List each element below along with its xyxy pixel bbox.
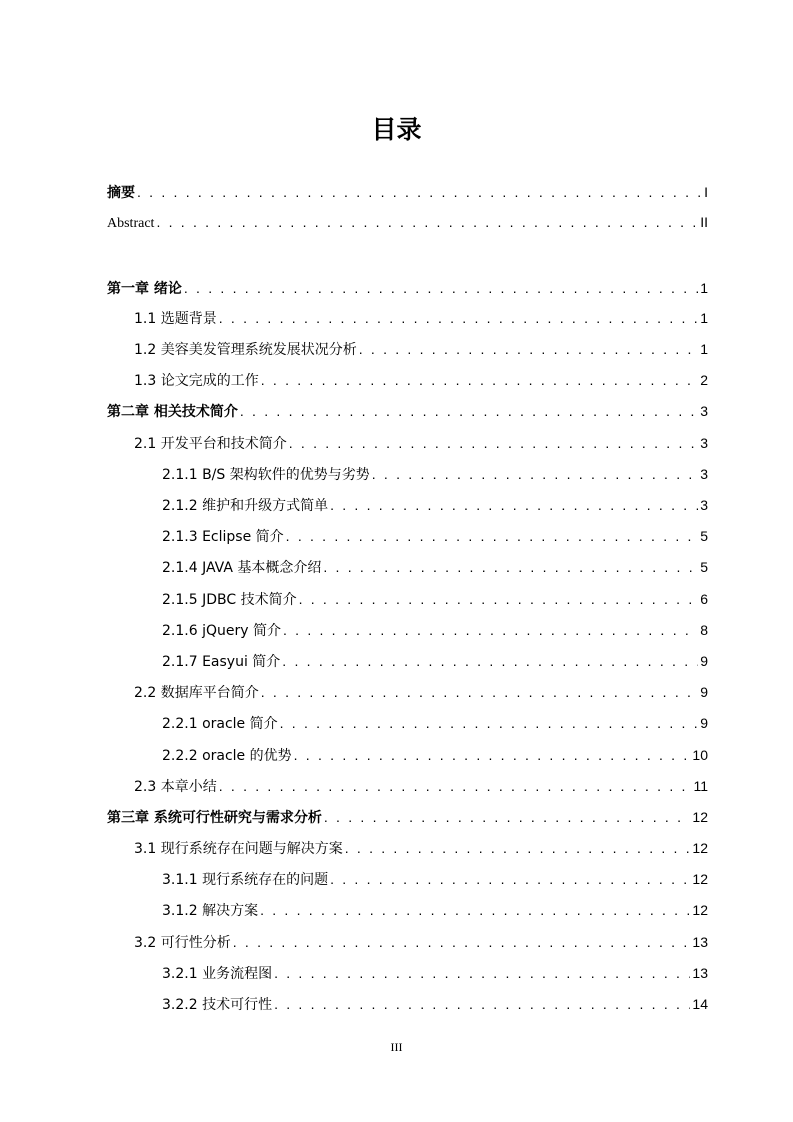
toc-dot-leader <box>324 809 691 825</box>
toc-entry[interactable] <box>107 807 708 829</box>
toc-entry[interactable] <box>162 495 708 517</box>
toc-dot-leader <box>330 871 690 887</box>
toc-entry-label: 3.1.2 解决方案 <box>162 903 259 919</box>
toc-entry-page: 8 <box>700 622 708 638</box>
toc-entry-page: 3 <box>700 497 708 513</box>
toc-dot-leader <box>260 902 690 918</box>
toc-entry[interactable] <box>162 620 708 642</box>
toc-dot-leader <box>359 341 698 357</box>
page-number-footer: III <box>390 1040 403 1054</box>
toc-dot-leader <box>323 559 698 575</box>
toc-entry-page: 9 <box>700 715 708 731</box>
toc-entry-label: 2.1.5 JDBC 技术简介 <box>162 592 297 608</box>
toc-entry-label: 3.2.1 业务流程图 <box>162 966 273 982</box>
toc-entry[interactable] <box>162 994 708 1016</box>
toc-entry-page: 11 <box>693 778 708 794</box>
toc-dot-leader <box>240 403 698 419</box>
toc-entry[interactable] <box>134 308 708 330</box>
toc-entry-page: 12 <box>692 871 708 887</box>
toc-dot-leader <box>261 372 698 388</box>
toc-entry-label: 2.1.4 JAVA 基本概念介绍 <box>162 560 322 576</box>
toc-entry[interactable] <box>162 900 708 922</box>
toc-dot-leader <box>330 497 698 513</box>
toc-entry-label: 2.1 开发平台和技术简介 <box>134 436 287 452</box>
toc-entry[interactable] <box>162 526 708 548</box>
toc-entry-label: 1.2 美容美发管理系统发展状况分析 <box>134 342 357 358</box>
page-title: 目录 <box>371 115 422 144</box>
toc-entry-page: 3 <box>700 466 708 482</box>
toc-dot-leader <box>280 715 699 731</box>
toc-entry[interactable] <box>134 370 708 392</box>
toc-dot-leader <box>219 778 692 794</box>
toc-entry[interactable] <box>162 713 708 735</box>
toc-dot-leader <box>289 435 698 451</box>
toc-entry-page: 1 <box>700 310 708 326</box>
toc-entry[interactable] <box>107 278 708 300</box>
toc-dot-leader <box>261 684 698 700</box>
toc-entry-label: 第二章 相关技术简介 <box>107 404 238 420</box>
toc-dot-leader <box>219 310 698 326</box>
toc-entry-page: 5 <box>700 528 708 544</box>
toc-entry-page: 6 <box>700 591 708 607</box>
toc-entry-page: 10 <box>692 747 708 763</box>
toc-entry-label: 3.1.1 现行系统存在的问题 <box>162 872 329 888</box>
toc-entry-page: 5 <box>700 559 708 575</box>
toc-entry[interactable] <box>162 589 708 611</box>
toc-entry-page: 12 <box>692 809 708 825</box>
toc-entry[interactable] <box>162 963 708 985</box>
toc-entry-label: 3.1 现行系统存在问题与解决方案 <box>134 841 343 857</box>
toc-entry[interactable] <box>107 182 708 204</box>
toc-entry[interactable] <box>162 745 708 767</box>
toc-dot-leader <box>184 280 698 296</box>
toc-dot-leader <box>299 591 699 607</box>
toc-entry-label: 1.3 论文完成的工作 <box>134 373 259 389</box>
toc-entry-page: 14 <box>692 996 708 1012</box>
toc-entry-label: 2.2.1 oracle 简介 <box>162 716 278 732</box>
toc-entry[interactable] <box>162 869 708 891</box>
toc-entry[interactable] <box>162 464 708 486</box>
toc-entry-label: 3.2 可行性分析 <box>134 935 231 951</box>
toc-entry-label: 2.2 数据库平台简介 <box>134 685 259 701</box>
toc-entry-page: I <box>704 184 708 200</box>
toc-entry-page: 13 <box>692 934 708 950</box>
toc-entry-page: 2 <box>700 372 708 388</box>
toc-dot-leader <box>345 840 691 856</box>
toc-entry[interactable] <box>107 214 708 236</box>
toc-entry-page: 1 <box>700 341 708 357</box>
toc-dot-leader <box>156 214 698 230</box>
toc-dot-leader <box>372 466 698 482</box>
toc-entry-page: 9 <box>700 653 708 669</box>
toc-entry-label: 摘要 <box>107 185 135 201</box>
toc-entry-page: 12 <box>692 840 708 856</box>
toc-entry[interactable] <box>134 838 708 860</box>
toc-entry[interactable] <box>134 339 708 361</box>
toc-entry[interactable] <box>134 776 708 798</box>
toc-entry[interactable] <box>134 682 708 704</box>
toc-entry-page: 1 <box>700 280 708 296</box>
toc-dot-leader <box>286 528 699 544</box>
toc-entry-label: 2.2.2 oracle 的优势 <box>162 748 292 764</box>
toc-entry-label: 第三章 系统可行性研究与需求分析 <box>107 810 322 826</box>
toc-entry-page: 3 <box>700 403 708 419</box>
toc-entry-label: 2.1.6 jQuery 简介 <box>162 623 281 639</box>
toc-entry-label: 第一章 绪论 <box>107 281 182 297</box>
toc-dot-leader <box>137 184 702 200</box>
toc-entry-page: II <box>700 214 708 230</box>
toc-entry[interactable] <box>162 651 708 673</box>
toc-entry[interactable] <box>134 433 708 455</box>
toc-entry-label: Abstract <box>107 216 155 231</box>
toc-entry-page: 12 <box>692 902 708 918</box>
toc-entry-label: 1.1 选题背景 <box>134 311 217 327</box>
toc-entry-page: 9 <box>700 684 708 700</box>
toc-dot-leader <box>294 747 691 763</box>
toc-entry[interactable] <box>107 401 708 423</box>
toc-dot-leader <box>274 996 690 1012</box>
toc-dot-leader <box>283 622 698 638</box>
toc-entry-label: 3.2.2 技术可行性 <box>162 997 273 1013</box>
toc-entry-label: 2.1.2 维护和升级方式简单 <box>162 498 329 514</box>
toc-dot-leader <box>274 965 690 981</box>
toc-entry-label: 2.3 本章小结 <box>134 779 217 795</box>
toc-entry-label: 2.1.3 Eclipse 简介 <box>162 529 284 545</box>
toc-dot-leader <box>233 934 691 950</box>
toc-dot-leader <box>282 653 698 669</box>
toc-entry-page: 3 <box>700 435 708 451</box>
toc-entry-label: 2.1.1 B/S 架构软件的优势与劣势 <box>162 467 370 483</box>
toc-entry-label: 2.1.7 Easyui 简介 <box>162 654 281 670</box>
toc-entry-page: 13 <box>692 965 708 981</box>
toc-entry[interactable] <box>162 557 708 579</box>
toc-entry[interactable] <box>134 932 708 954</box>
